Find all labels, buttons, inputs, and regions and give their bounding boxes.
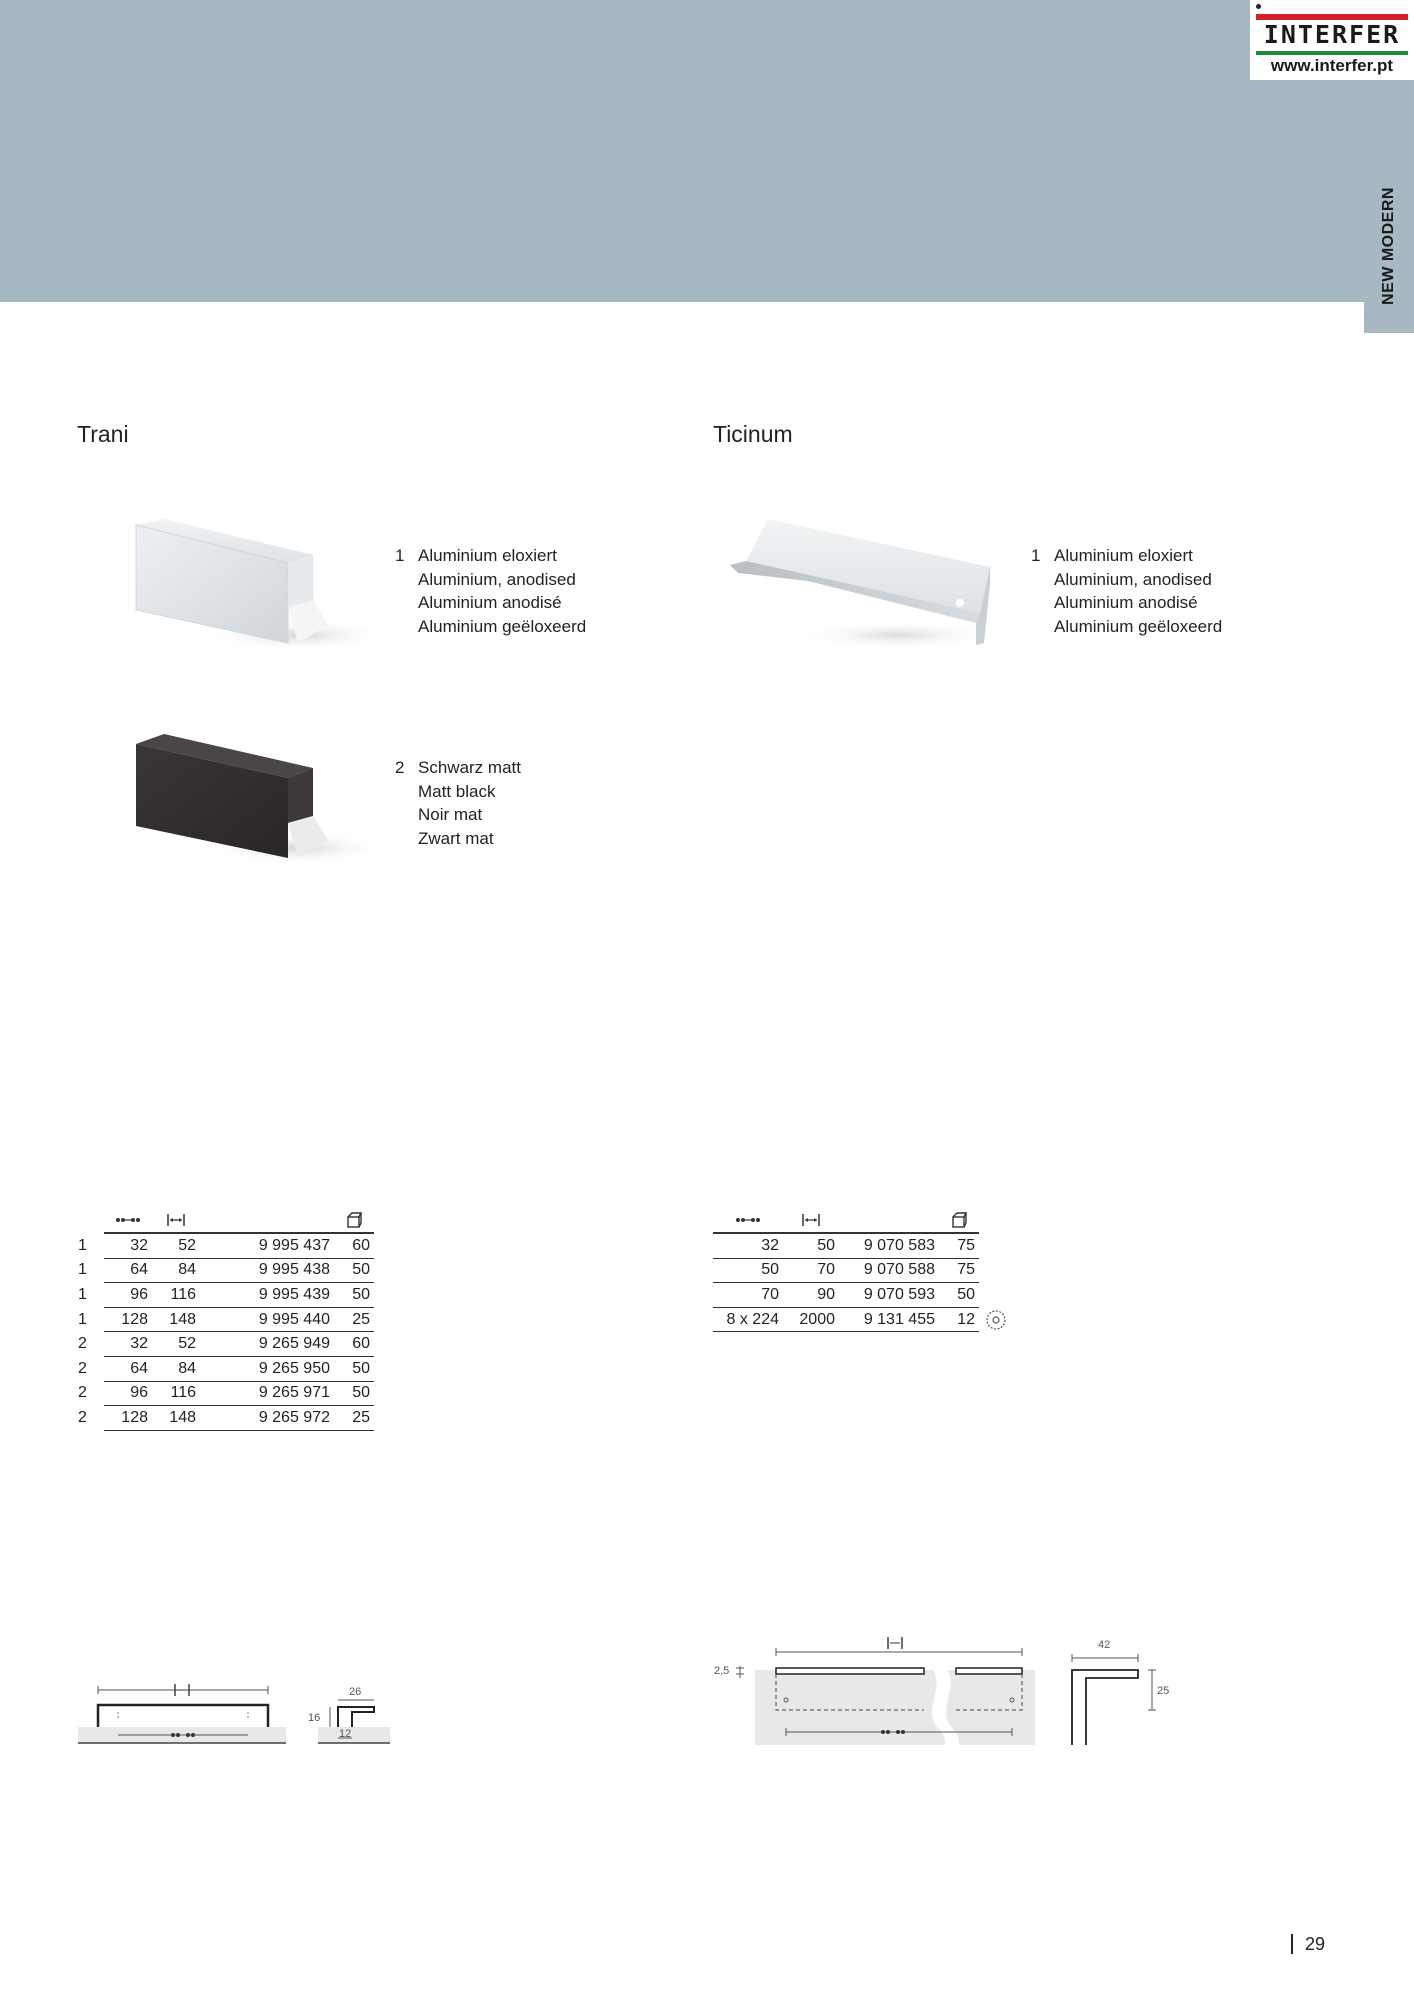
table-row: 2 128 148 9 265 972 25 — [78, 1406, 374, 1431]
section-tab — [1364, 160, 1414, 333]
logo-url: www.interfer.pt — [1270, 56, 1394, 75]
screw-icon — [979, 1307, 1007, 1332]
dim-width: 26 — [349, 1686, 362, 1698]
variant-line-fr: Aluminium anodisé — [1054, 593, 1198, 612]
dim-thickness: 2,5 — [714, 1665, 730, 1677]
trani-technical-drawing — [78, 1660, 398, 1750]
table-row: 70 90 9 070 593 50 — [713, 1283, 1007, 1308]
trani-aluminium-handle-image — [128, 515, 368, 685]
ticinum-title: Ticinum — [713, 421, 793, 447]
table-row: 1 128 148 9 995 440 25 — [78, 1307, 374, 1332]
dim-height: 16 — [308, 1712, 321, 1724]
variant-line-nl: Aluminium geëloxeerd — [1054, 616, 1223, 636]
table-row: 8 x 224 2000 9 131 455 12 — [713, 1307, 1007, 1332]
length-icon — [783, 1208, 839, 1233]
hero-banner — [0, 0, 1414, 302]
dim-base: 12 — [339, 1728, 352, 1740]
brand-logo[interactable] — [1250, 0, 1414, 80]
ticinum-aluminium-handle-image — [728, 515, 998, 675]
variant-line-de: Schwarz matt — [418, 758, 521, 777]
variant-line-fr: Aluminium anodisé — [418, 593, 562, 612]
table-row: 2 96 116 9 265 971 50 — [78, 1381, 374, 1406]
mounting-surface — [755, 1670, 1035, 1745]
trani-spec-table — [78, 1208, 374, 1431]
table-row: 32 50 9 070 583 75 — [713, 1233, 1007, 1258]
variant-line-de: Aluminium eloxiert — [1054, 546, 1193, 565]
table-row: 2 32 52 9 265 949 60 — [78, 1332, 374, 1357]
table-row: 50 70 9 070 588 75 — [713, 1258, 1007, 1283]
variant-line-en: Aluminium, anodised — [1054, 569, 1212, 589]
table-row: 1 96 116 9 995 439 50 — [78, 1283, 374, 1308]
hole-distance-icon — [713, 1208, 783, 1233]
package-icon — [939, 1208, 979, 1233]
variant-line-nl: Zwart mat — [418, 828, 494, 848]
ticinum-spec-table — [713, 1208, 1007, 1332]
table-header — [78, 1208, 374, 1233]
variant-line-en: Aluminium, anodised — [418, 569, 576, 589]
hole-distance-icon — [104, 1208, 152, 1233]
page-number: 29 — [1291, 1934, 1325, 1954]
logo-brand-text: INTERFER — [1263, 20, 1401, 49]
variant-line-fr: Noir mat — [418, 805, 483, 824]
ticinum-technical-drawing — [710, 1628, 1170, 1758]
table-row: 2 64 84 9 265 950 50 — [78, 1356, 374, 1381]
trani-title: Trani — [77, 421, 129, 447]
table-row: 1 32 52 9 995 437 60 — [78, 1233, 374, 1258]
variant-number: 2 — [395, 758, 405, 777]
variant-number: 1 — [395, 546, 405, 565]
length-icon — [152, 1208, 200, 1233]
mounting-surface — [318, 1727, 390, 1743]
table-header — [713, 1208, 1007, 1233]
variant-number: 1 — [1031, 546, 1041, 565]
variant-line-de: Aluminium eloxiert — [418, 546, 557, 565]
trani-black-handle-image — [128, 728, 368, 898]
variant-line-nl: Aluminium geëloxeerd — [418, 616, 587, 636]
logo-green-stripe — [1256, 51, 1408, 55]
variant-line-en: Matt black — [418, 781, 496, 801]
table-row: 1 64 84 9 995 438 50 — [78, 1258, 374, 1283]
logo-dot — [1256, 4, 1261, 9]
dim-width: 42 — [1098, 1639, 1111, 1651]
package-icon — [334, 1208, 374, 1233]
dim-height: 25 — [1157, 1685, 1170, 1697]
section-tab-label: NEW MODERN — [1380, 187, 1397, 305]
